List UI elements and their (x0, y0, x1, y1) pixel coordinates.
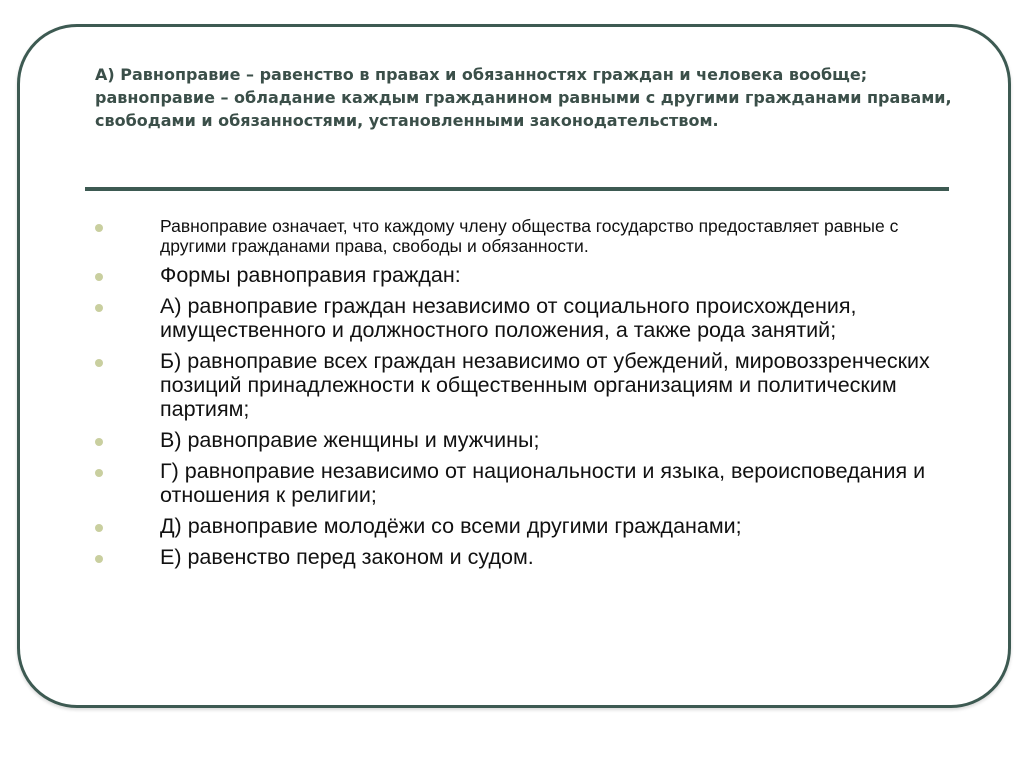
bullet-text: В) равноправие женщины и мужчины; (160, 428, 540, 452)
bullet-dot-icon (95, 224, 103, 232)
bullet-dot-icon (95, 273, 103, 281)
slide-title: А) Равноправие – равенство в правах и обязанностях граждан и человека вообще; равноправие – обладание каждым гражданином равными с другими гражданами правами, свободами и обязанностями, установленными законодательством. (95, 65, 952, 130)
bullet-item-g (92, 459, 962, 507)
bullet-dot-icon (95, 438, 103, 446)
bullet-dot-icon (95, 359, 103, 367)
bullet-item-v (92, 428, 962, 452)
bullet-item-d (92, 514, 962, 538)
bullet-item-a (92, 294, 962, 342)
bullet-text: Равноправие означает, что каждому члену общества государство предоставляет равные с другими гражданами права, свободы и обязанности. (160, 216, 899, 256)
bullet-text: Г) равноправие независимо от национальности и языка, вероисповедания и отношения к религии; (160, 459, 926, 507)
bullet-item-e (92, 545, 962, 569)
bullet-item-b (92, 349, 962, 421)
bullet-text: Формы равноправия граждан: (160, 263, 461, 287)
bullet-text: Б) равноправие всех граждан независимо от убеждений, мировоззренческих позиций принадлежности к общественным организациям и политическим партиям; (160, 349, 930, 421)
bullet-item-forms-heading (92, 263, 962, 287)
bullet-item-intro (92, 212, 962, 256)
bullet-text: Д) равноправие молодёжи со всеми другими гражданами; (160, 514, 742, 538)
bullet-text: А) равноправие граждан независимо от социального происхождения, имущественного и должностного положения, а также рода занятий; (160, 294, 857, 342)
bullet-dot-icon (95, 469, 103, 477)
title-divider (85, 187, 949, 191)
bullet-text: Е) равенство перед законом и судом. (160, 545, 534, 569)
bullet-dot-icon (95, 524, 103, 532)
bullet-list (92, 212, 962, 569)
bullet-dot-icon (95, 555, 103, 563)
bullet-dot-icon (95, 304, 103, 312)
